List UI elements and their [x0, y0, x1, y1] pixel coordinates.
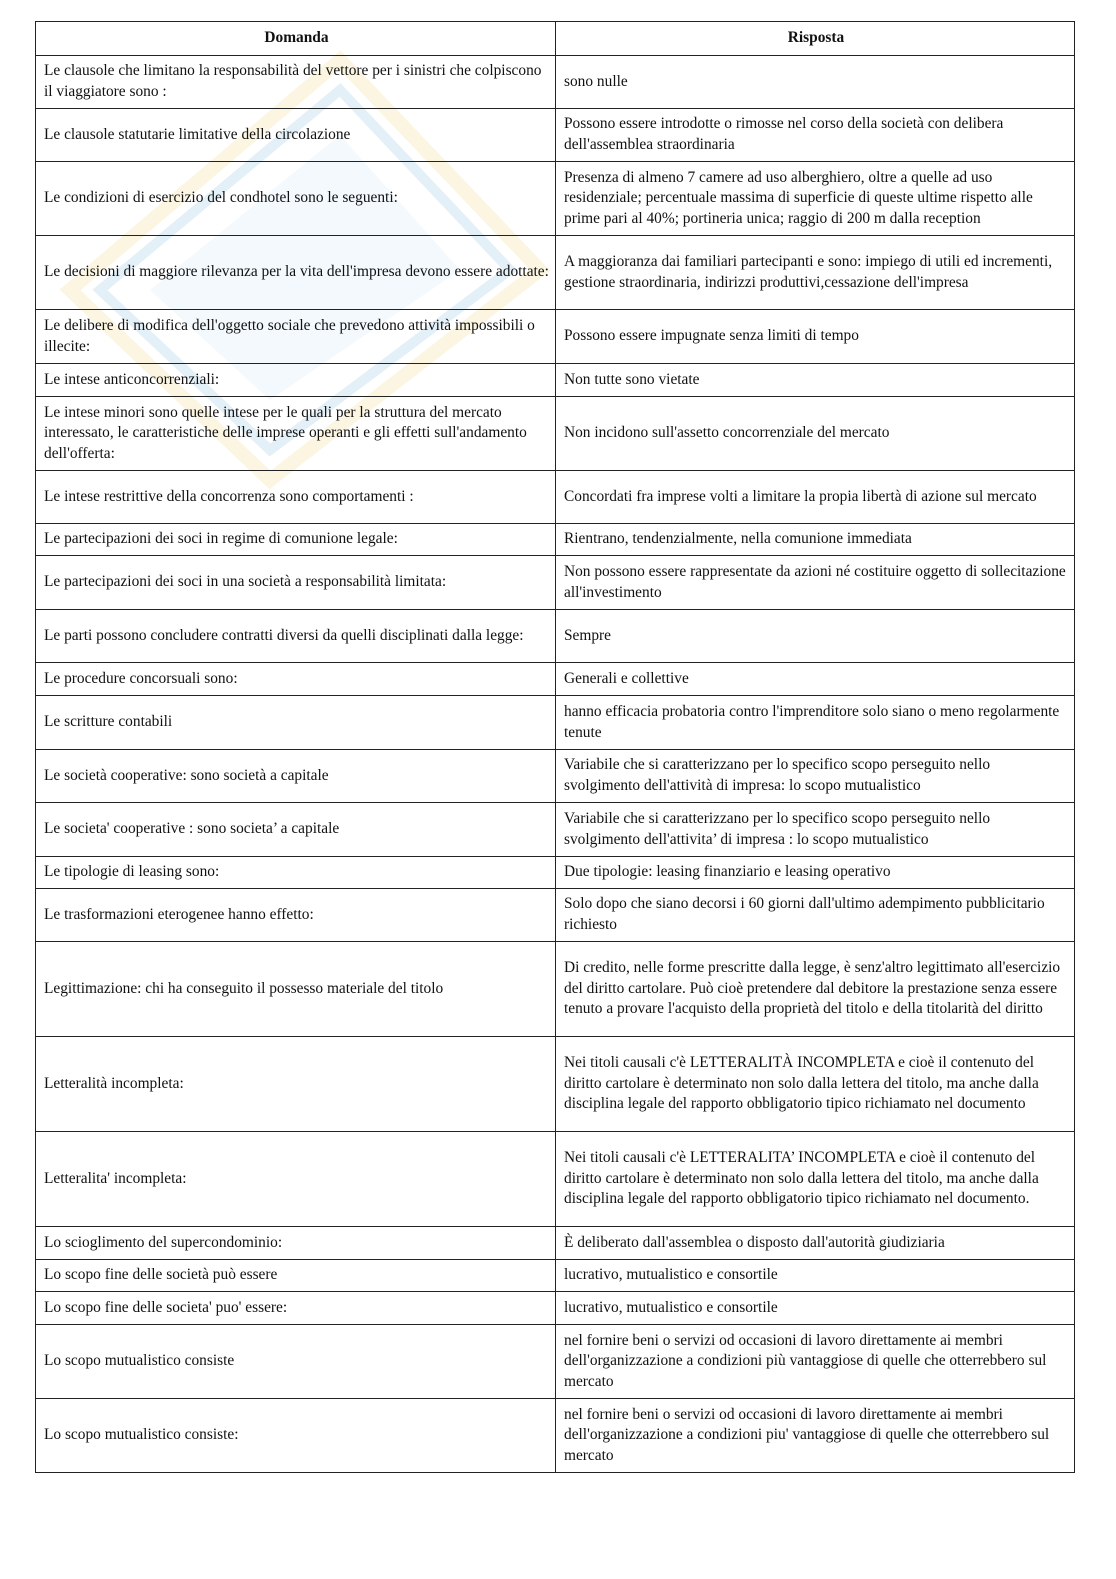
table-row	[36, 610, 1075, 663]
question-cell: Letteralita' incompleta:	[36, 1132, 556, 1227]
question-cell: Lo scioglimento del supercondominio:	[36, 1227, 556, 1260]
question-cell: Letteralità incompleta:	[36, 1037, 556, 1132]
question-cell: Le parti possono concludere contratti diversi da quelli disciplinati dalla legge:	[36, 610, 556, 663]
answer-cell: nel fornire beni o servizi od occasioni di lavoro direttamente ai membri dell'organizzazione a condizioni piu' vantaggiose di quelle che otterrebbero sul mercato	[556, 1399, 1075, 1473]
question-cell: Le intese anticoncorrenziali:	[36, 364, 556, 397]
question-cell: Le clausole statutarie limitative della circolazione	[36, 109, 556, 162]
answer-cell: Non tutte sono vietate	[556, 364, 1075, 397]
question-cell: Lo scopo mutualistico consiste:	[36, 1399, 556, 1473]
question-cell: Le procedure concorsuali sono:	[36, 663, 556, 696]
answer-cell: È deliberato dall'assemblea o disposto dall'autorità giudiziaria	[556, 1227, 1075, 1260]
question-cell: Le clausole che limitano la responsabilità del vettore per i sinistri che colpiscono il viaggiatore sono :	[36, 56, 556, 109]
question-cell: Le partecipazioni dei soci in regime di comunione legale:	[36, 524, 556, 556]
answer-cell: Variabile che si caratterizzano per lo specifico scopo perseguito nello svolgimento dell'attivita’ di impresa : lo scopo mutualistico	[556, 803, 1075, 857]
answer-cell: sono nulle	[556, 56, 1075, 109]
table-header-row	[36, 22, 1075, 56]
table-row	[36, 1292, 1075, 1325]
qa-table	[35, 21, 1075, 1473]
table-row	[36, 471, 1075, 524]
table-row	[36, 236, 1075, 310]
answer-cell: Nei titoli causali c'è LETTERALITÀ INCOMPLETA e cioè il contenuto del diritto cartolare è determinato non solo dalla lettera del titolo, ma anche dalla disciplina legale del rapporto obbligatorio tipico richiamato nel documento	[556, 1037, 1075, 1132]
table-row	[36, 1227, 1075, 1260]
header-question: Domanda	[36, 22, 556, 56]
table-row	[36, 310, 1075, 364]
table-row	[36, 524, 1075, 556]
answer-cell: Nei titoli causali c'è LETTERALITA’ INCOMPLETA e cioè il contenuto del diritto cartolare è determinato non solo dalla lettera del titolo, ma anche dalla disciplina legale del rapporto obbligatorio tipico richiamato nel documento.	[556, 1132, 1075, 1227]
question-cell: Le scritture contabili	[36, 696, 556, 750]
answer-cell: Solo dopo che siano decorsi i 60 giorni dall'ultimo adempimento pubblicitario richiesto	[556, 889, 1075, 942]
question-cell: Lo scopo fine delle società può essere	[36, 1260, 556, 1292]
answer-cell: Concordati fra imprese volti a limitare la propia libertà di azione sul mercato	[556, 471, 1075, 524]
question-cell: Le intese minori sono quelle intese per le quali per la struttura del mercato interessato, le caratteristiche delle imprese operanti e gli effetti sull'andamento dell'offerta:	[36, 397, 556, 471]
table-row	[36, 696, 1075, 750]
answer-cell: A maggioranza dai familiari partecipanti e sono: impiego di utili ed incrementi, gestione straordinaria, indirizzi produttivi,cessazione dell'impresa	[556, 236, 1075, 310]
question-cell: Lo scopo mutualistico consiste	[36, 1325, 556, 1399]
table-row	[36, 56, 1075, 109]
table-row	[36, 1132, 1075, 1227]
answer-cell: Rientrano, tendenzialmente, nella comunione immediata	[556, 524, 1075, 556]
question-cell: Legittimazione: chi ha conseguito il possesso materiale del titolo	[36, 942, 556, 1037]
table-row	[36, 1037, 1075, 1132]
answer-cell: Sempre	[556, 610, 1075, 663]
answer-cell: Possono essere impugnate senza limiti di tempo	[556, 310, 1075, 364]
answer-cell: Variabile che si caratterizzano per lo specifico scopo perseguito nello svolgimento dell'attività di impresa: lo scopo mutualistico	[556, 750, 1075, 803]
answer-cell: nel fornire beni o servizi od occasioni di lavoro direttamente ai membri dell'organizzazione a condizioni più vantaggiose di quelle che otterrebbero sul mercato	[556, 1325, 1075, 1399]
table-row	[36, 109, 1075, 162]
table-row	[36, 889, 1075, 942]
question-cell: Le trasformazioni eterogenee hanno effetto:	[36, 889, 556, 942]
answer-cell: Possono essere introdotte o rimosse nel corso della società con delibera dell'assemblea straordinaria	[556, 109, 1075, 162]
question-cell: Le societa' cooperative : sono societa’ a capitale	[36, 803, 556, 857]
table-row	[36, 750, 1075, 803]
question-cell: Lo scopo fine delle societa' puo' essere:	[36, 1292, 556, 1325]
table-row	[36, 364, 1075, 397]
table-row	[36, 663, 1075, 696]
answer-cell: lucrativo, mutualistico e consortile	[556, 1292, 1075, 1325]
answer-cell: Non possono essere rappresentate da azioni né costituire oggetto di sollecitazione all'investimento	[556, 556, 1075, 610]
answer-cell: Non incidono sull'assetto concorrenziale del mercato	[556, 397, 1075, 471]
question-cell: Le intese restrittive della concorrenza sono comportamenti :	[36, 471, 556, 524]
answer-cell: Di credito, nelle forme prescritte dalla legge, è senz'altro legittimato all'esercizio del diritto cartolare. Può cioè pretendere dal debitore la prestazione senza essere tenuto a provare l'acquisto della proprietà del titolo e della titolarità del diritto	[556, 942, 1075, 1037]
table-row	[36, 942, 1075, 1037]
table-row	[36, 556, 1075, 610]
answer-cell: hanno efficacia probatoria contro l'imprenditore solo siano o meno regolarmente tenute	[556, 696, 1075, 750]
table-row	[36, 1325, 1075, 1399]
answer-cell: Presenza di almeno 7 camere ad uso alberghiero, oltre a quelle ad uso residenziale; percentuale massima di superficie di queste ultime rispetto alle prime pari al 40%; portineria unica; raggio di 200 m dalla reception	[556, 162, 1075, 236]
table-row	[36, 162, 1075, 236]
table-row	[36, 397, 1075, 471]
question-cell: Le tipologie di leasing sono:	[36, 857, 556, 889]
question-cell: Le condizioni di esercizio del condhotel sono le seguenti:	[36, 162, 556, 236]
question-cell: Le delibere di modifica dell'oggetto sociale che prevedono attività impossibili o illecite:	[36, 310, 556, 364]
answer-cell: Due tipologie: leasing finanziario e leasing operativo	[556, 857, 1075, 889]
table-row	[36, 857, 1075, 889]
table-row	[36, 1399, 1075, 1473]
header-answer: Risposta	[556, 22, 1075, 56]
answer-cell: lucrativo, mutualistico e consortile	[556, 1260, 1075, 1292]
question-cell: Le partecipazioni dei soci in una società a responsabilità limitata:	[36, 556, 556, 610]
question-cell: Le società cooperative: sono società a capitale	[36, 750, 556, 803]
table-row	[36, 803, 1075, 857]
question-cell: Le decisioni di maggiore rilevanza per la vita dell'impresa devono essere adottate:	[36, 236, 556, 310]
answer-cell: Generali e collettive	[556, 663, 1075, 696]
table-row	[36, 1260, 1075, 1292]
